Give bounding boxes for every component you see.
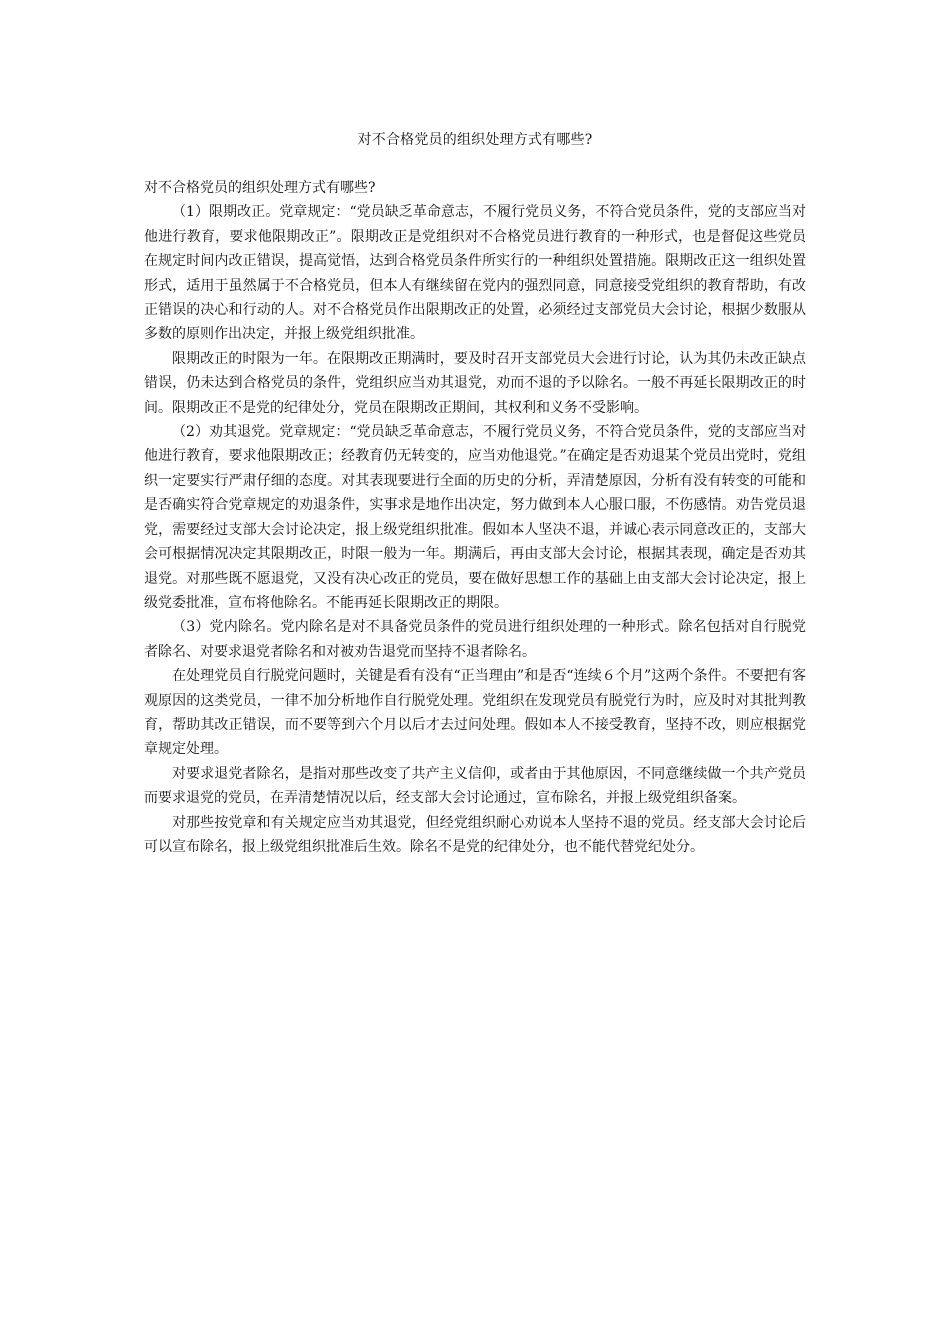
paragraph-3: （2）劝其退党。党章规定：“党员缺乏革命意志，不履行党员义务，不符合党员条件，党的支部应当对他进行教育，要求他限期改正；经教育仍无转变的，应当劝他退党。”在确定是否劝退某个党员出党时，党组织一定要实行严肃仔细的态度。对其表现要进行全面的历史的分析，弄清楚原因，分析有没有转变的可能和是否确实符合党章规定的劝退条件，实事求是地作出决定，努力做到本人心服口服，不伤感情。劝告党员退党，需要经过支部大会讨论决定，报上级党组织批准。假如本人坚决不退，并诚心表示同意改正的，支部大会可根据情况决定其限期改正，时限一般为一年。期满后，再由支部大会讨论，根据其表现，确定是否劝其退党。对那些既不愿退党，又没有决心改正的党员，要在做好思想工作的基础上由支部大会讨论决定，报上级党委批准，宣布将他除名。不能再延长限期改正的期限。	[144, 424, 806, 611]
document-body	[144, 176, 806, 859]
paragraph-2: 限期改正的时限为一年。在限期改正期满时，要及时召开支部党员大会进行讨论，认为其仍未改正缺点错误，仍未达到合格党员的条件，党组织应当劝其退党，劝而不退的予以除名。一般不再延长限期改正的时间。限期改正不是党的纪律处分，党员在限期改正期间，其权利和义务不受影响。	[144, 350, 806, 416]
paragraph-6: 对要求退党者除名，是指对那些改变了共产主义信仰，或者由于其他原因，不同意继续做一个共产党员而要求退党的党员，在弄清楚情况以后，经支部大会讨论通过，宣布除名，并报上级党组织备案。	[144, 765, 806, 807]
paragraph-1: （1）限期改正。党章规定：“党员缺乏革命意志，不履行党员义务，不符合党员条件，党的支部应当对他进行教育，要求他限期改正”。限期改正是党组织对不合格党员进行教育的一种形式，也是督促这些党员在规定时间内改正错误，提高觉悟，达到合格党员条件所实行的一种组织处置措施。限期改正这一组织处置形式，适用于虽然属于不合格党员，但本人有继续留在党内的强烈同意，同意接受党组织的教育帮助，有改正错误的决心和行动的人。对不合格党员作出限期改正的处置，必须经过支部党员大会讨论，根据少数服从多数的原则作出决定，并报上级党组织批准。	[144, 204, 806, 343]
document-subtitle: 对不合格党员的组织处理方式有哪些?	[144, 180, 376, 196]
paragraph-4: （3）党内除名。党内除名是对不具备党员条件的党员进行组织处理的一种形式。除名包括对自行脱党者除名、对要求退党者除名和对被劝告退党而坚持不退者除名。	[144, 619, 806, 660]
paragraph-7: 对那些按党章和有关规定应当劝其退党，但经党组织耐心劝说本人坚持不退的党员。经支部大会讨论后可以宣布除名，报上级党组织批准后生效。除名不是党的纪律处分，也不能代替党纪处分。	[144, 814, 806, 855]
document-title: 对不合格党员的组织处理方式有哪些?	[357, 132, 593, 148]
paragraph-5: 在处理党员自行脱党问题时，关键是看有没有“正当理由”和是否“连续６个月”这两个条件。不要把有客观原因的这类党员，一律不加分析地作自行脱党处理。党组织在发现党员有脱党行为时，应及时对其批判教育，帮助其改正错误，而不要等到六个月以后才去过问处理。假如本人不接受教育，坚持不改，则应根据党章规定处理。	[144, 668, 806, 758]
